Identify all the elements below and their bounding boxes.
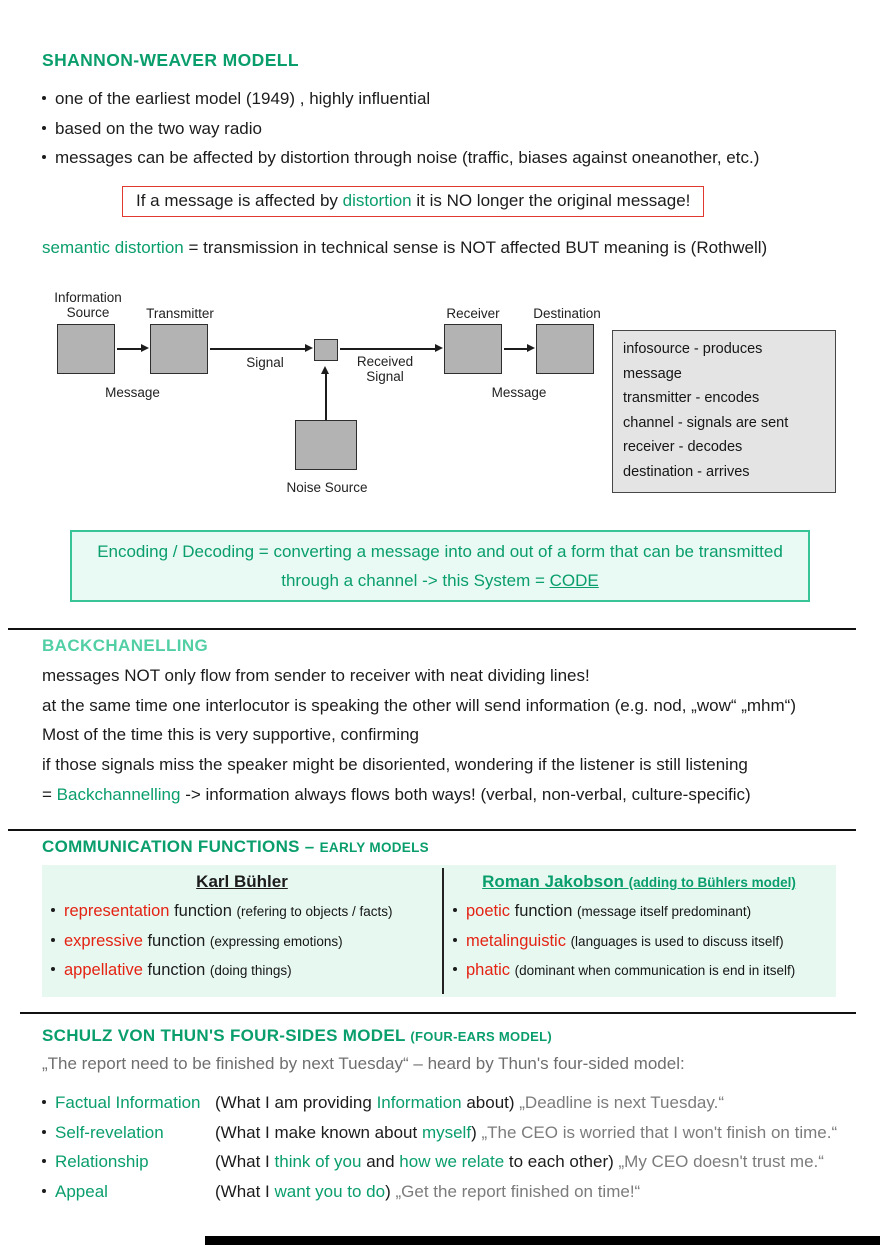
desc-highlight: myself — [421, 1122, 472, 1142]
arrow-head-right — [435, 344, 443, 352]
function-term: appellative — [64, 961, 143, 979]
schulz-term-text: Self-revelation — [55, 1122, 164, 1142]
desc-text: ) — [471, 1122, 482, 1142]
backchannelling-line: messages NOT only flow from sender to receiver with neat dividing lines! — [42, 666, 590, 685]
transmitter-box — [150, 324, 208, 374]
distortion-warning-box — [122, 186, 704, 217]
encoding-decoding-box — [70, 530, 810, 602]
backchannelling-last-pre: = — [42, 784, 57, 804]
message-left-label: Message — [105, 385, 160, 400]
encoding-line-2-text: through a channel -> this System = — [281, 571, 550, 590]
receiver-box — [444, 324, 502, 374]
schulz-term — [42, 1147, 215, 1177]
semantic-term: semantic distortion — [42, 238, 184, 257]
code-term: CODE — [549, 571, 599, 590]
communication-functions-heading — [42, 837, 429, 857]
desc-text: about) — [461, 1093, 520, 1112]
desc-text: and — [361, 1152, 400, 1172]
intro-bullet-text: based on the two way radio — [55, 118, 262, 138]
function-mid: function — [169, 902, 237, 920]
section-divider — [8, 829, 856, 831]
desc-highlight: Information — [376, 1093, 462, 1112]
backchannelling-line: at the same time one interlocutor is speaking the other will send information (e.g. nod, „wow“ „mhm“) — [42, 695, 796, 715]
transmitter-label: Transmitter — [146, 306, 214, 321]
backchannelling-line: Most of the time this is very supportive, confirming — [42, 725, 419, 745]
schulz-desc — [215, 1177, 868, 1207]
bullet-dot — [42, 155, 46, 159]
schulz-term-text: Relationship — [55, 1152, 149, 1172]
function-mid: function — [142, 931, 210, 950]
warning-text-pre: If a message is affected by — [136, 191, 343, 210]
legend-line: infosource - produces message — [623, 341, 763, 382]
function-mid: function — [142, 961, 210, 979]
bullet-dot — [42, 1100, 46, 1104]
bullet-dot — [42, 126, 46, 130]
encoding-line-2 — [80, 566, 800, 595]
function-note: (expressing emotions) — [209, 933, 343, 949]
arrow-line — [210, 348, 305, 350]
information-source-box — [57, 324, 115, 374]
encoding-line-1: Encoding / Decoding = converting a message into and out of a form that can be transmitted — [97, 542, 783, 561]
buhler-header-text: Karl Bühler — [196, 872, 288, 891]
schulz-desc — [215, 1147, 868, 1177]
bullet-dot — [42, 1130, 46, 1134]
desc-quote: „The CEO is worried that I won't finish on time.“ — [481, 1122, 838, 1142]
diagram-legend — [612, 330, 836, 493]
buhler-header — [42, 872, 442, 892]
received-signal-label: Received Signal — [356, 354, 414, 384]
function-note: (dominant when communication is end in itself) — [514, 963, 796, 978]
desc-highlight: think of you — [274, 1152, 362, 1172]
desc-text: (What I — [215, 1152, 275, 1172]
desc-quote: „Deadline is next Tuesday.“ — [519, 1093, 724, 1112]
bottom-edge-bar — [205, 1236, 880, 1245]
desc-text: to each other) — [504, 1152, 619, 1172]
intro-bullet-text: one of the earliest model (1949) , highly influential — [55, 89, 431, 108]
function-note: (languages is used to discuss itself) — [570, 933, 784, 949]
arrow-head-right — [527, 344, 535, 352]
bullet-dot — [453, 938, 457, 942]
schulz-heading-main: SCHULZ VON THUN'S FOUR-SIDES MODEL — [42, 1026, 411, 1045]
section-divider — [20, 1012, 856, 1014]
warning-highlight: distortion — [342, 191, 412, 210]
noise-source-label: Noise Source — [286, 480, 368, 495]
desc-text: ) — [385, 1182, 396, 1202]
desc-highlight: how we relate — [399, 1152, 505, 1172]
desc-quote: „My CEO doesn't trust me.“ — [618, 1152, 824, 1172]
intro-bullet-text: messages can be affected by distortion through noise (traffic, biases against oneanother, etc.) — [55, 148, 760, 167]
function-term: phatic — [466, 961, 511, 979]
jakobson-header-main: Roman Jakobson — [482, 872, 629, 891]
schulz-row — [42, 1088, 868, 1118]
schulz-desc — [215, 1118, 868, 1148]
signal-label: Signal — [246, 355, 284, 370]
function-item — [42, 927, 442, 957]
destination-label: Destination — [533, 306, 601, 321]
jakobson-header-text — [482, 872, 796, 891]
schulz-heading — [42, 1026, 552, 1046]
function-note: (message itself predominant) — [577, 904, 752, 919]
bullet-dot — [51, 938, 55, 942]
backchannelling-heading: BACKCHANELLING — [42, 636, 209, 655]
desc-text: (What I am providing — [215, 1093, 377, 1112]
functions-heading-sub: EARLY MODELS — [319, 840, 429, 855]
semantic-distortion-line — [42, 238, 767, 258]
intro-bullet — [42, 143, 862, 173]
schulz-rows — [42, 1088, 868, 1207]
arrow-line — [117, 348, 142, 350]
schulz-desc — [215, 1088, 868, 1118]
legend-line: destination - arrives — [623, 463, 750, 480]
function-note: (refering to objects / facts) — [236, 904, 393, 919]
function-item — [42, 956, 442, 986]
arrow-line — [325, 374, 327, 420]
bullet-dot — [51, 967, 55, 971]
function-note: (doing things) — [209, 963, 292, 978]
backchannelling-section — [42, 661, 864, 810]
schulz-intro: „The report need to be finished by next Tuesday“ – heard by Thun's four-sided model: — [42, 1054, 685, 1073]
schulz-row — [42, 1118, 868, 1148]
warning-text-post: it is NO longer the original message! — [411, 191, 691, 210]
schulz-term — [42, 1088, 215, 1118]
desc-quote: „Get the report finished on time!“ — [395, 1182, 641, 1202]
information-source-label: Information Source — [54, 290, 122, 320]
schulz-row — [42, 1147, 868, 1177]
bullet-dot — [453, 908, 457, 912]
function-item — [444, 897, 834, 927]
bullet-dot — [42, 1159, 46, 1163]
function-item — [444, 956, 834, 986]
arrow-line — [504, 348, 527, 350]
semantic-rest: = transmission in technical sense is NOT affected BUT meaning is (Rothwell) — [183, 238, 768, 257]
bullet-dot — [453, 967, 457, 971]
jakobson-column — [444, 872, 834, 986]
function-mid: function — [510, 902, 577, 920]
function-item — [42, 897, 442, 927]
schulz-term — [42, 1177, 215, 1207]
jakobson-header-sub: (adding to Bühlers model) — [628, 875, 796, 890]
functions-comparison-box — [42, 865, 836, 997]
schulz-heading-sub: (FOUR-EARS MODEL) — [410, 1029, 552, 1044]
schulz-term-text: Appeal — [55, 1182, 108, 1202]
backchannelling-line: if those signals miss the speaker might be disoriented, wondering if the listener is still listening — [42, 755, 748, 775]
legend-line: receiver - decodes — [623, 439, 743, 455]
bullet-dot — [42, 96, 46, 100]
page-title: SHANNON-WEAVER MODELL — [42, 50, 299, 70]
desc-highlight: want you to do — [274, 1182, 386, 1202]
schulz-term-text: Factual Information — [55, 1093, 201, 1112]
backchannelling-last-post: -> information always flows both ways! (verbal, non-verbal, culture-specific) — [180, 784, 751, 804]
shannon-weaver-diagram — [0, 288, 880, 506]
function-term: expressive — [64, 931, 143, 950]
noise-source-box — [295, 420, 357, 470]
backchannelling-line — [42, 780, 864, 810]
function-term: metalinguistic — [466, 931, 566, 950]
intro-bullet — [42, 84, 862, 114]
arrow-line — [340, 348, 435, 350]
receiver-label: Receiver — [446, 306, 500, 321]
arrow-head-up — [321, 366, 329, 374]
function-term: representation — [64, 902, 170, 920]
message-right-label: Message — [491, 385, 547, 400]
buhler-column — [42, 872, 442, 986]
intro-bullets — [42, 84, 862, 173]
section-divider — [8, 628, 856, 630]
arrow-head-right — [305, 344, 313, 352]
desc-text: (What I make known about — [215, 1122, 422, 1142]
desc-text: (What I — [215, 1182, 275, 1202]
schulz-term — [42, 1118, 215, 1148]
legend-line: channel - signals are sent — [623, 414, 789, 431]
functions-heading-main: COMMUNICATION FUNCTIONS – — [42, 837, 320, 856]
jakobson-header — [444, 872, 834, 892]
bullet-dot — [51, 908, 55, 912]
bullet-dot — [42, 1189, 46, 1193]
intro-bullet — [42, 114, 862, 144]
legend-line: transmitter - encodes — [623, 390, 760, 406]
function-item — [444, 927, 834, 957]
destination-box — [536, 324, 594, 374]
schulz-row — [42, 1177, 868, 1207]
function-term: poetic — [466, 902, 511, 920]
arrow-head-right — [141, 344, 149, 352]
channel-box — [314, 339, 338, 361]
backchannelling-term: Backchannelling — [56, 784, 181, 804]
